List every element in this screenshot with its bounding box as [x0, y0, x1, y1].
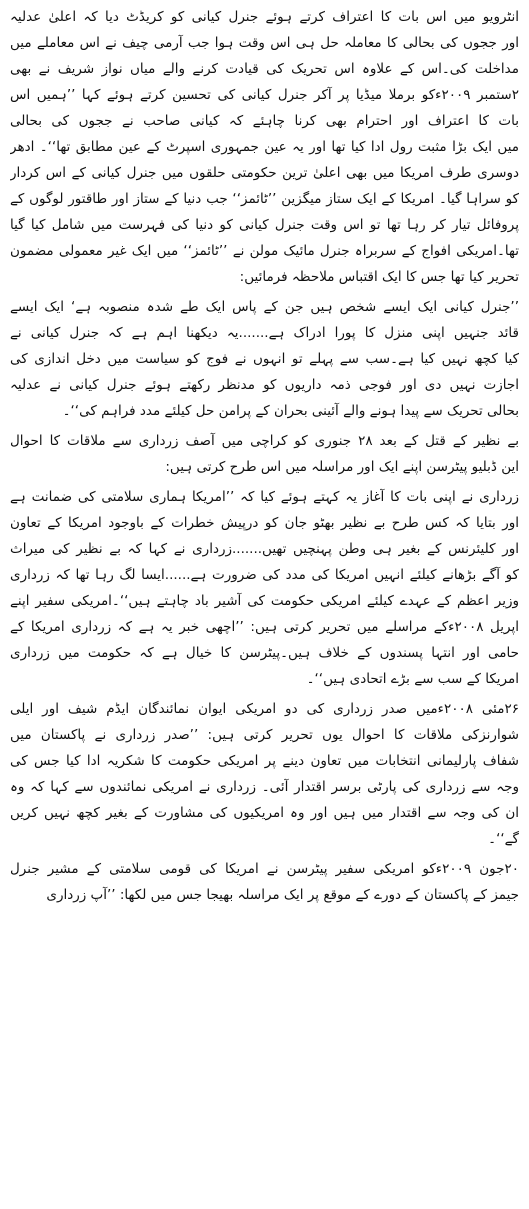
text-line: پروفائل تیار کر رہا تھا تو اس وقت جنرل کیانی کو دنیا کی فہرست میں شامل کیا گیا: [10, 217, 519, 233]
text-line: تحریر کیا تھا جس کا ایک اقتباس ملاحظہ فرمائیں:: [239, 269, 519, 285]
text-line: انٹرویو میں اس بات کا اعتراف کرتے ہوئے جنرل کیانی کو کریڈٹ دیا کہ اعلیٰ عدلیہ: [10, 9, 519, 25]
text-line: دوسری طرف امریکا میں بھی اعلیٰ ترین حکومتی حلقوں میں جنرل کیانی کے اس کردار: [10, 165, 519, 181]
text-line: قائد جنہیں اپنی منزل کا پورا ادراک ہے.......یہ دیکھنا اہم ہے کہ جنرل کیانی نے: [10, 325, 519, 341]
text-line: تھا۔امریکی افواج کے سربراہ جنرل مائیک مولن نے ’’ٹائمز‘‘ میں ایک غیر معمولی مضمون: [10, 243, 519, 259]
article-paragraph: [10, 428, 519, 480]
text-line: ’’جنرل کیانی ایک ایسے شخص ہیں جن کے پاس ایک طے شدہ منصوبہ ہے‘ ایک ایسے: [10, 299, 519, 315]
text-line: بے نظیر کے قتل کے بعد ۲۸ جنوری کو کراچی میں آصف زرداری سے ملاقات کا احوال: [10, 433, 519, 449]
text-line: وزیر اعظم کے عہدے کیلئے امریکی حکومت کی آشیر باد چاہتے ہیں‘‘۔امریکی سفیر اپنے: [10, 593, 519, 609]
text-line: اور بتایا کہ کس طرح بے نظیر بھٹو جان کو درپیش خطرات کے باوجود امریکا کے تعاون: [10, 515, 519, 531]
text-line: شوارنزکی ملاقات کا احوال یوں تحریر کرتی ہیں: ’’صدر زرداری نے پاکستان میں: [10, 727, 519, 743]
text-line: زرداری نے اپنی بات کا آغاز یہ کہتے ہوئے کیا کہ ’’امریکا ہماری سلامتی کی ضمانت ہے: [10, 489, 519, 505]
text-line: بات کا اعتراف اور احترام بھی کرنا چاہئے کہ کیانی صاحب نے ججوں کی بحالی: [10, 113, 519, 129]
text-line: کو آگے بڑھانے کیلئے انہیں امریکا کی مدد کی ضرورت ہے......ایسا لگ رہا تھا کہ زرداری: [10, 567, 519, 583]
text-line: ۲ستمبر ۲۰۰۹ءکو برملا میڈیا پر آکر جنرل کیانی کی تحسین کرتے ہوئے کہا ’’ہمیں اس: [10, 87, 519, 103]
article-paragraph: [10, 4, 519, 290]
article-paragraph: [10, 484, 519, 692]
text-line: ان کی وجہ سے اقتدار میں ہیں اور وہ امریکیوں کی مشاورت کے بغیر کچھ نہیں کریں: [10, 805, 519, 821]
text-line: گے‘‘۔: [488, 831, 519, 847]
text-line: حامی اور انتہا پسندوں کے خلاف ہیں۔پیٹرسن کا خیال ہے کہ حکومت میں زرداری: [10, 645, 519, 661]
text-line: ۲۶مئی ۲۰۰۸ءمیں صدر زرداری کی دو امریکی ایوان نمائندگان ایڈم شیف اور ایلی: [10, 701, 519, 717]
text-line: مداخلت کی۔اس کے علاوہ اس تحریک کی قیادت کرنے والے میاں نواز شریف نے بھی: [10, 61, 519, 77]
text-line: بحالی تحریک سے پیدا ہونے والے آئینی بحران کے پرامن حل کیلئے مدد فراہم کی‘‘۔: [62, 403, 519, 419]
article-paragraph: [10, 856, 519, 908]
text-line: اور کلیئرنس کے بغیر ہی وطن پہنچیں تھیں.......زرداری نے کہا کہ بے نظیر کی میراث: [10, 541, 519, 557]
text-line: کو سراہا گیا۔ امریکا کے ایک ستاز میگزین ’’ٹائمز‘‘ جب دنیا کے ستاز اور طاقتور لوگوں کے: [10, 191, 519, 207]
text-line: اجازت نہیں دی اور فوجی ذمہ داریوں کو مدنظر رکھتے ہوئے جنرل کیانی نے عدلیہ: [10, 377, 519, 393]
text-line: اپریل ۲۰۰۸ءکے مراسلے میں تحریر کرتی ہیں: ’’اچھی خبر یہ ہے کہ زرداری امریکا کے: [10, 619, 519, 635]
text-line: کیا کچھ نہیں کیا ہے۔سب سے پہلے تو انہوں نے فوج کو سیاست میں دخل اندازی کی: [10, 351, 519, 367]
text-line: شفاف پارلیمانی انتخابات میں تعاون دینے پر امریکی حکومت کا شکریہ ادا کیا جس کی: [10, 753, 519, 769]
article-paragraph: [10, 696, 519, 852]
article-paragraph: [10, 294, 519, 424]
text-line: امریکا کے سب سے بڑے اتحادی ہیں‘‘۔: [306, 671, 519, 687]
text-line: اور ججوں کی بحالی کا معاملہ حل ہی اس وقت ہوا جب آرمی چیف نے اس معاملے میں: [10, 35, 519, 51]
text-line: این ڈبلیو پیٹرسن اپنے ایک اور مراسلہ میں اس طرح کرتی ہیں:: [165, 459, 519, 475]
text-line: ۲۰جون ۲۰۰۹ءکو امریکی سفیر پیٹرسن نے امریکا کی قومی سلامتی کے مشیر جنرل: [10, 861, 519, 877]
text-line: میں ایک بڑا مثبت رول ادا کیا تھا اور یہ عین جمہوری اسپرٹ کے عین مطابق تھا‘‘۔ ادھر: [10, 139, 519, 155]
text-line: جیمز کے پاکستان کے دورے کے موقع پر ایک مراسلہ بھیجا جس میں لکھا: ’’آپ زرداری: [46, 887, 519, 903]
text-line: وجہ سے زرداری کی پارٹی برسر اقتدار آئی۔ زرداری نے امریکی نمائندوں سے کہا کہ وہ: [10, 779, 519, 795]
